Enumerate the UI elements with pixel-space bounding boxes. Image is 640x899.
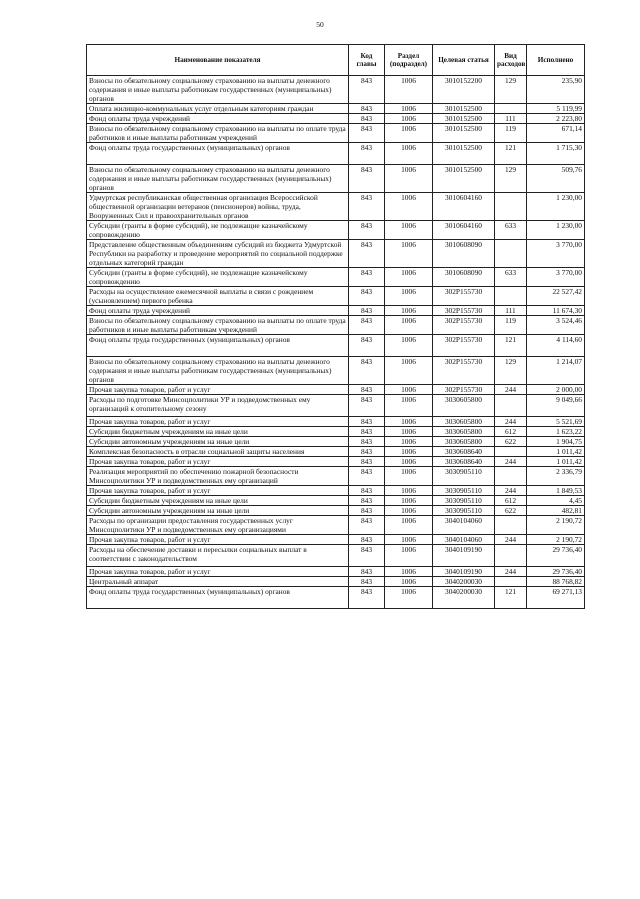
cell-type: 612 — [495, 427, 527, 437]
cell-section: 1006 — [385, 457, 433, 467]
cell-type: 633 — [495, 268, 527, 287]
table-row — [87, 76, 585, 104]
cell-code: 843 — [349, 506, 385, 516]
cell-target: 302P155730 — [433, 385, 495, 395]
cell-target: 302P155730 — [433, 287, 495, 306]
cell-name: Взносы по обязательному социальному страхованию на выплаты по оплате труда работников и иные выплаты работникам учреждений — [87, 124, 349, 143]
cell-target: 3040200030 — [433, 577, 495, 587]
cell-type: 633 — [495, 221, 527, 240]
table-row — [87, 193, 585, 221]
cell-code: 843 — [349, 335, 385, 357]
cell-type: 244 — [495, 567, 527, 577]
cell-target: 3010152500 — [433, 143, 495, 165]
cell-name: Взносы по обязательному социальному страхованию на выплаты денежного содержания и иные выплаты работникам государственных (муниципальных) органов — [87, 76, 349, 104]
cell-name: Фонд оплаты труда учреждений — [87, 306, 349, 316]
cell-type: 119 — [495, 124, 527, 143]
cell-target: 3030905110 — [433, 506, 495, 516]
cell-type: 244 — [495, 535, 527, 545]
cell-type — [495, 287, 527, 306]
cell-section: 1006 — [385, 587, 433, 609]
cell-target: 3010604160 — [433, 193, 495, 221]
cell-section: 1006 — [385, 437, 433, 447]
cell-section: 1006 — [385, 427, 433, 437]
cell-amount: 4 114,60 — [527, 335, 585, 357]
cell-amount: 1 904,75 — [527, 437, 585, 447]
header-type: Вид расходов — [495, 45, 527, 76]
cell-target: 3040104060 — [433, 516, 495, 535]
cell-amount: 9 049,66 — [527, 395, 585, 417]
cell-name: Субсидии (гранты в форме субсидий), не подлежащие казначейскому сопровождению — [87, 221, 349, 240]
budget-execution-table — [86, 44, 585, 609]
cell-amount: 11 674,30 — [527, 306, 585, 316]
cell-name: Расходы по подготовке Минсоцполитики УР и подведомственных ему организаций к отопительному сезону — [87, 395, 349, 417]
cell-section: 1006 — [385, 385, 433, 395]
cell-name: Расходы на обеспечение доставки и пересылки социальных выплат в соответствии с законодательством — [87, 545, 349, 567]
cell-type: 129 — [495, 357, 527, 385]
cell-amount: 3 770,00 — [527, 268, 585, 287]
table-row — [87, 357, 585, 385]
cell-code: 843 — [349, 427, 385, 437]
cell-section: 1006 — [385, 496, 433, 506]
cell-target: 3030605800 — [433, 417, 495, 427]
cell-amount: 2 190,72 — [527, 535, 585, 545]
table-row — [87, 306, 585, 316]
cell-name: Прочая закупка товаров, работ и услуг — [87, 457, 349, 467]
cell-code: 843 — [349, 577, 385, 587]
cell-name: Реализация мероприятий по обеспечению пожарной безопасности Минсоцполитики УР и подведомственных ему организаций — [87, 467, 349, 486]
header-target: Целевая статья — [433, 45, 495, 76]
cell-target: 302P155730 — [433, 357, 495, 385]
header-section: Раздел (подраздел) — [385, 45, 433, 76]
cell-name: Фонд оплаты труда учреждений — [87, 114, 349, 124]
cell-type: 612 — [495, 496, 527, 506]
cell-name: Взносы по обязательному социальному страхованию на выплаты по оплате труда работников и иные выплаты работникам учреждений — [87, 316, 349, 335]
cell-name: Удмуртская республиканская общественная организация Всероссийской общественной организации ветеранов (пенсионеров) войны, труда, Вооруженных Сил и правоохранительных органов — [87, 193, 349, 221]
table-row — [87, 567, 585, 577]
table-row — [87, 437, 585, 447]
cell-target: 3010604160 — [433, 221, 495, 240]
cell-amount: 235,90 — [527, 76, 585, 104]
cell-name: Взносы по обязательному социальному страхованию на выплаты денежного содержания и иные выплаты работникам государственных (муниципальных) органов — [87, 165, 349, 193]
cell-amount: 1 230,00 — [527, 193, 585, 221]
cell-code: 843 — [349, 467, 385, 486]
cell-amount: 1 715,30 — [527, 143, 585, 165]
cell-target: 3040200030 — [433, 587, 495, 609]
cell-section: 1006 — [385, 577, 433, 587]
cell-name: Расходы по организации предоставления государственных услуг Минсоцполитики УР и подведомственных ему организациями — [87, 516, 349, 535]
cell-section: 1006 — [385, 221, 433, 240]
cell-amount: 69 271,13 — [527, 587, 585, 609]
table-row — [87, 240, 585, 268]
cell-name: Фонд оплаты труда государственных (муниципальных) органов — [87, 587, 349, 609]
cell-amount: 2 336,79 — [527, 467, 585, 486]
cell-target: 3030905110 — [433, 486, 495, 496]
cell-target: 3010152500 — [433, 104, 495, 114]
cell-amount: 1 230,00 — [527, 221, 585, 240]
cell-target: 3030905110 — [433, 496, 495, 506]
cell-type — [495, 467, 527, 486]
header-amount: Исполнено — [527, 45, 585, 76]
cell-target: 3030608640 — [433, 447, 495, 457]
cell-type: 111 — [495, 306, 527, 316]
cell-target: 3010152200 — [433, 76, 495, 104]
table-row — [87, 395, 585, 417]
cell-type: 121 — [495, 143, 527, 165]
cell-target: 3040104060 — [433, 535, 495, 545]
cell-code: 843 — [349, 357, 385, 385]
cell-section: 1006 — [385, 535, 433, 545]
cell-code: 843 — [349, 587, 385, 609]
cell-code: 843 — [349, 385, 385, 395]
cell-code: 843 — [349, 268, 385, 287]
cell-type: 622 — [495, 437, 527, 447]
table-header-row — [87, 45, 585, 76]
cell-code: 843 — [349, 240, 385, 268]
cell-section: 1006 — [385, 567, 433, 577]
table-row — [87, 287, 585, 306]
table-row — [87, 587, 585, 609]
cell-amount: 29 736,40 — [527, 567, 585, 577]
table-row — [87, 165, 585, 193]
page-number: 50 — [316, 20, 324, 29]
cell-amount: 22 527,42 — [527, 287, 585, 306]
cell-section: 1006 — [385, 357, 433, 385]
table-row — [87, 268, 585, 287]
cell-amount: 1 849,53 — [527, 486, 585, 496]
table-row — [87, 447, 585, 457]
cell-target: 302P155730 — [433, 316, 495, 335]
cell-section: 1006 — [385, 268, 433, 287]
cell-amount: 88 768,82 — [527, 577, 585, 587]
cell-amount: 5 119,99 — [527, 104, 585, 114]
cell-section: 1006 — [385, 165, 433, 193]
cell-code: 843 — [349, 124, 385, 143]
cell-type: 622 — [495, 506, 527, 516]
cell-name: Субсидии бюджетным учреждениям на иные цели — [87, 496, 349, 506]
cell-target: 3030605800 — [433, 395, 495, 417]
cell-code: 843 — [349, 437, 385, 447]
table-row — [87, 535, 585, 545]
cell-name: Фонд оплаты труда государственных (муниципальных) органов — [87, 335, 349, 357]
cell-type — [495, 240, 527, 268]
cell-target: 3010608090 — [433, 268, 495, 287]
cell-section: 1006 — [385, 306, 433, 316]
cell-code: 843 — [349, 535, 385, 545]
cell-name: Центральный аппарат — [87, 577, 349, 587]
table-row — [87, 486, 585, 496]
table-row — [87, 335, 585, 357]
cell-name: Субсидии автономным учреждениям на иные цели — [87, 437, 349, 447]
cell-type — [495, 395, 527, 417]
cell-amount: 2 190,72 — [527, 516, 585, 535]
cell-code: 843 — [349, 306, 385, 316]
cell-name: Представление общественным объединениям субсидий из бюджета Удмуртской Республики на разработку и проведение мероприятий по социальной поддержке отдельных категорий граждан — [87, 240, 349, 268]
cell-section: 1006 — [385, 467, 433, 486]
cell-amount: 3 770,00 — [527, 240, 585, 268]
cell-section: 1006 — [385, 516, 433, 535]
cell-name: Субсидии (гранты в форме субсидий), не подлежащие казначейскому сопровождению — [87, 268, 349, 287]
cell-target: 302P155730 — [433, 306, 495, 316]
cell-amount: 1 214,07 — [527, 357, 585, 385]
cell-name: Прочая закупка товаров, работ и услуг — [87, 417, 349, 427]
cell-section: 1006 — [385, 193, 433, 221]
cell-type: 244 — [495, 417, 527, 427]
cell-section: 1006 — [385, 395, 433, 417]
cell-name: Комплексная безопасность в отрасли социальной защиты населения — [87, 447, 349, 457]
cell-type: 119 — [495, 316, 527, 335]
cell-type — [495, 104, 527, 114]
cell-amount: 3 524,46 — [527, 316, 585, 335]
cell-type: 244 — [495, 385, 527, 395]
table-row — [87, 467, 585, 486]
cell-section: 1006 — [385, 417, 433, 427]
cell-type — [495, 447, 527, 457]
cell-name: Прочая закупка товаров, работ и услуг — [87, 535, 349, 545]
cell-target: 3030605800 — [433, 437, 495, 447]
cell-amount: 482,81 — [527, 506, 585, 516]
cell-type: 111 — [495, 114, 527, 124]
cell-code: 843 — [349, 516, 385, 535]
cell-name: Прочая закупка товаров, работ и услуг — [87, 486, 349, 496]
table-row — [87, 496, 585, 506]
table-row — [87, 577, 585, 587]
cell-amount: 2 223,80 — [527, 114, 585, 124]
cell-code: 843 — [349, 193, 385, 221]
cell-target: 302P155730 — [433, 335, 495, 357]
table-row — [87, 427, 585, 437]
table-row — [87, 506, 585, 516]
cell-amount: 1 011,42 — [527, 447, 585, 457]
cell-amount: 4,45 — [527, 496, 585, 506]
cell-section: 1006 — [385, 143, 433, 165]
table-row — [87, 104, 585, 114]
cell-target: 3030605800 — [433, 427, 495, 437]
cell-amount: 509,76 — [527, 165, 585, 193]
cell-name: Прочая закупка товаров, работ и услуг — [87, 567, 349, 577]
cell-code: 843 — [349, 486, 385, 496]
table-row — [87, 316, 585, 335]
table-row — [87, 385, 585, 395]
table-row — [87, 545, 585, 567]
cell-target: 3040109190 — [433, 545, 495, 567]
table-row — [87, 114, 585, 124]
cell-amount: 1 011,42 — [527, 457, 585, 467]
cell-name: Взносы по обязательному социальному страхованию на выплаты денежного содержания и иные выплаты работникам государственных (муниципальных) органов — [87, 357, 349, 385]
cell-section: 1006 — [385, 447, 433, 457]
cell-code: 843 — [349, 165, 385, 193]
table-row — [87, 143, 585, 165]
cell-type: 129 — [495, 165, 527, 193]
cell-type — [495, 545, 527, 567]
table-body — [87, 76, 585, 609]
cell-section: 1006 — [385, 545, 433, 567]
header-name: Наименование показателя — [87, 45, 349, 76]
table-row — [87, 221, 585, 240]
table-row — [87, 124, 585, 143]
cell-code: 843 — [349, 447, 385, 457]
cell-section: 1006 — [385, 76, 433, 104]
cell-code: 843 — [349, 143, 385, 165]
cell-code: 843 — [349, 567, 385, 577]
cell-amount: 5 521,69 — [527, 417, 585, 427]
cell-code: 843 — [349, 395, 385, 417]
cell-target: 3010152500 — [433, 124, 495, 143]
cell-code: 843 — [349, 287, 385, 306]
cell-target: 3010152500 — [433, 114, 495, 124]
cell-name: Субсидии автономным учреждениям на иные цели — [87, 506, 349, 516]
cell-code: 843 — [349, 76, 385, 104]
cell-target: 3030905110 — [433, 467, 495, 486]
cell-section: 1006 — [385, 104, 433, 114]
cell-code: 843 — [349, 104, 385, 114]
cell-amount: 1 623,22 — [527, 427, 585, 437]
cell-amount: 671,14 — [527, 124, 585, 143]
cell-code: 843 — [349, 457, 385, 467]
cell-code: 843 — [349, 114, 385, 124]
cell-name: Субсидии бюджетным учреждениям на иные цели — [87, 427, 349, 437]
cell-name: Прочая закупка товаров, работ и услуг — [87, 385, 349, 395]
cell-type — [495, 577, 527, 587]
cell-section: 1006 — [385, 287, 433, 306]
cell-target: 3010608090 — [433, 240, 495, 268]
table-row — [87, 516, 585, 535]
cell-section: 1006 — [385, 506, 433, 516]
cell-type: 244 — [495, 457, 527, 467]
cell-section: 1006 — [385, 124, 433, 143]
cell-type — [495, 516, 527, 535]
cell-type — [495, 193, 527, 221]
cell-type: 244 — [495, 486, 527, 496]
table-row — [87, 457, 585, 467]
cell-section: 1006 — [385, 316, 433, 335]
cell-amount: 29 736,40 — [527, 545, 585, 567]
cell-target: 3030608640 — [433, 457, 495, 467]
cell-name: Расходы на осуществление ежемесячной выплаты в связи с рождением (усыновлением) первого ребенка — [87, 287, 349, 306]
cell-type: 129 — [495, 76, 527, 104]
cell-code: 843 — [349, 545, 385, 567]
cell-section: 1006 — [385, 335, 433, 357]
cell-code: 843 — [349, 221, 385, 240]
cell-section: 1006 — [385, 114, 433, 124]
cell-type: 121 — [495, 587, 527, 609]
cell-target: 3010152500 — [433, 165, 495, 193]
cell-code: 843 — [349, 496, 385, 506]
header-code: Код главы — [349, 45, 385, 76]
cell-section: 1006 — [385, 240, 433, 268]
cell-name: Оплата жилищно-коммунальных услуг отдельным категориям граждан — [87, 104, 349, 114]
table-row — [87, 417, 585, 427]
cell-code: 843 — [349, 316, 385, 335]
cell-type: 121 — [495, 335, 527, 357]
cell-name: Фонд оплаты труда государственных (муниципальных) органов — [87, 143, 349, 165]
cell-code: 843 — [349, 417, 385, 427]
cell-section: 1006 — [385, 486, 433, 496]
cell-amount: 2 000,00 — [527, 385, 585, 395]
cell-target: 3040109190 — [433, 567, 495, 577]
